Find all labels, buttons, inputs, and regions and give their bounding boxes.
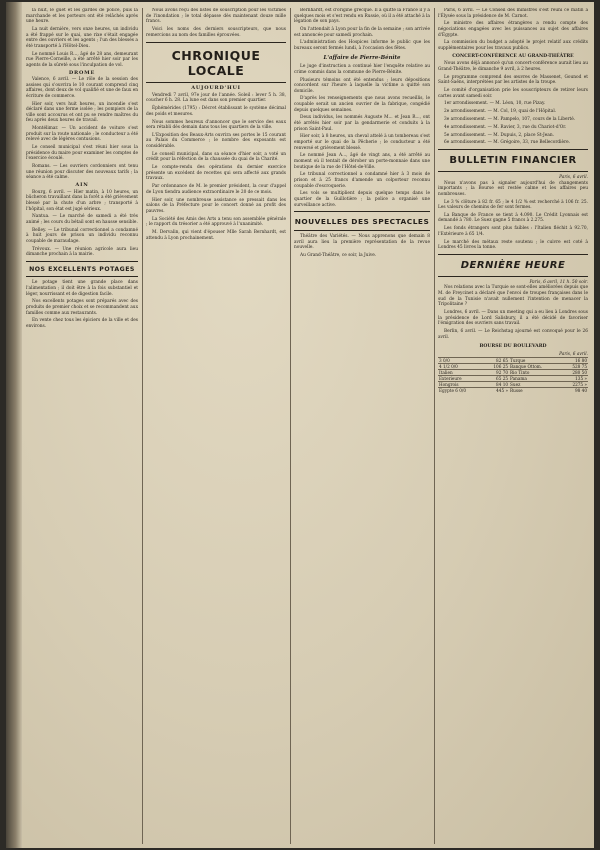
chronique-header [146,42,286,83]
bourse-cell: Suez [509,382,562,388]
column-1-top-news [26,8,138,68]
news-paragraph: Le nommé Louis R..., âgé de 28 ans, demeurant rue Pierre-Corneille, a été arrêté hier soir par les agents de la sûreté sous l'inculpation de vol. [26,51,138,68]
derniere-heure-date: Paris, 6 avril, 11 h. 50 soir. [529,279,588,285]
advert-box [26,261,138,278]
news-paragraph: La Société des Amis des Arts a tenu son assemblée générale ; le rapport du trésorier a été approuvé à l'unanimité. [146,216,286,228]
news-paragraph: Bourg, 6 avril. — Hier matin, à 10 heures, un bûcheron travaillant dans la forêt a été grièvement blessé par la chute d'un arbre ; transporté à l'hôpital, son état est jugé sérieux. [26,189,138,212]
bourse-cell: Panama [509,376,562,382]
arrondissement-item: 6e arrondissement. — M. Grégoire, 33, rue Bellecordière. [444,140,571,146]
news-paragraph: Berlin, 6 avril. — Le Reichstag ajourné est convoqué pour le 26 avril. [438,328,588,340]
bourse-table [438,357,588,393]
bourse-cell: Hongrois [438,382,483,388]
news-paragraph: L'administration des Hospices informe le public que les bureaux seront fermés lundi, à l'occasion des fêtes. [294,40,430,51]
section-title-spectacles: NOUVELLES DES SPECTACLES [294,217,430,227]
arrondissement-item: 4e arrondissement. — M. Ravier, 3, rue du Chariot-d'Or. [444,124,567,130]
news-paragraph: Le comité d'organisation prie les souscripteurs de retirer leurs cartes avant samedi soir. [438,88,588,99]
column-1 [26,8,138,844]
news-paragraph: Nous avons reçu des listes de souscription pour les victimes de l'inondation ; le total dépasse dès maintenant douze mille francs. [146,8,286,25]
news-paragraph: Bernhardt, est d'origine grecque. Il a quitté la France il y a quelques mois et s'est rendu en Russie, où il a été attaché à la légation de son pays. [294,8,430,25]
bourse-cell: 4 1/2 0/0 [438,364,483,370]
section-title-chronique-locale: CHRONIQUE LOCALE [171,48,261,79]
advert-paragraph: En vente chez tous les épiciers de la ville et des environs. [26,318,138,329]
news-paragraph: Valence, 6 avril. — Le rôle de la session des assises qui s'ouvrira le 10 courant comprend cinq affaires, dont deux de vol qualifié et une de faux en écriture de commerce. [26,77,138,99]
arrondissement-item: 2e arrondissement. — M. Col, 19, quai de l'Hôpital. [444,109,557,115]
news-paragraph: Le juge d'instruction a continué hier l'enquête relative au crime commis dans la commune de Pierre-Bénite. [294,64,430,75]
bourse-cell: 84 10 [483,382,509,388]
news-paragraph: Les vols se multiplient depuis quelque temps dans le quartier de la Guillotière ; la police a organisé une surveillance active. [294,191,430,208]
bourse-cell: Italien [438,370,483,376]
news-paragraph: Plusieurs témoins ont été entendus ; leurs dépositions concordent sur l'heure à laquelle la victime a quitté son domicile. [294,77,430,94]
column-rule-1 [142,8,143,844]
arrondissement-item: 1er arrondissement. — M. Léon, 10, rue Pizay. [444,101,546,107]
section-title-derniere-heure: DERNIÈRE HEURE [460,259,566,271]
advert-text [26,280,138,329]
news-paragraph: Nantua. — Le marché de samedi a été très animé ; les cours du bétail sont en hausse sensible. [26,214,138,225]
news-paragraph: Montélimar. — Un accident de voiture s'est produit sur la route nationale ; le conducteur a été relevé avec de légères contusions. [26,126,138,143]
news-paragraph: D'après les renseignements que nous avons recueillis, le coupable serait un ancien ouvrier de la fabrique, congédié depuis quelques semaines. [294,96,430,113]
bourse-cell: 98 40 [562,388,588,394]
news-paragraph: Londres, 6 avril. — Dans un meeting qui a eu lieu à Londres sous la présidence de Lord Salisbury, il a été décidé de favoriser l'émigration des ouvriers sans travail. [438,309,588,327]
bourse-cell: Russe [509,388,562,394]
news-paragraph: Le marché des métaux reste soutenu ; le cuivre est coté à Londres 45 livres la tonne. [438,239,588,251]
news-paragraph: Voici les noms des derniers souscripteurs, que nous remercions au nom des familles éprouvées. [146,26,286,38]
column-rule-3 [434,8,435,844]
derniere-heure-header [438,254,588,277]
arrondissement-item: 5e arrondissement. — M. Dupuis, 2, place St-Jean. [444,132,554,138]
section-subtitle-aujourdhui: AUJOURD'HUI [191,85,241,92]
newspaper-page [6,2,594,848]
news-paragraph: Hier soir, une nombreuse assistance se pressait dans les salons de la Préfecture pour le concert donné au profit des pauvres. [146,197,286,214]
bourse-cell: 2275 » [562,382,588,388]
derniere-heure-text [438,285,588,340]
news-paragraph: L'Exposition des Beaux-Arts ouvrira ses portes le 15 courant au Palais du Commerce ; le nombre des exposants est considérable. [146,132,286,150]
column-1-drome-news [26,77,138,181]
concert-text [438,61,588,99]
news-paragraph: Le nommé Jean A..., âgé de vingt ans, a été arrêté au moment où il tentait de dérober un porte-monnaie dans une boutique de la rue de l'Hôtel-de-Ville. [294,153,430,170]
news-paragraph: Trévoux. — Une réunion agricole aura lieu dimanche prochain à la mairie. [26,246,138,258]
news-paragraph: la nuit, le guet et les gardes de police, puis la marchande et les porteurs ont été relâchés après une heure. [26,8,138,25]
news-paragraph: Romans. — Les ouvriers cordonniers ont tenu une réunion pour discuter des nouveaux tarifs ; la séance a été calme. [26,164,138,181]
spectacles-header [294,211,430,231]
bourse-cell: 16 80 [562,358,588,364]
news-paragraph: Le 3 % clôture à 82 fr. 65 ; le 4 1/2 % est recherché à 106 fr. 25. Les valeurs de chemins de fer sont fermes. [438,199,588,211]
advert-title: NOS EXCELLENTS POTAGES [29,265,135,273]
bourse-date: Paris, 6 avril. [559,351,588,357]
news-paragraph: Le compte-rendu des opérations du dernier exercice présente un excédent de recettes qui sera affecté aux grands travaux. [146,165,286,182]
section-title-ain: AIN [75,182,89,189]
column-1-ain-news [26,190,138,258]
column-4-top-news [438,8,588,52]
column-3 [294,8,430,844]
column-2-tail-text [146,217,286,242]
news-paragraph: Le conseil municipal s'est réuni hier sous la présidence du maire pour examiner les comptes de l'exercice écoulé. [26,145,138,162]
arrondissement-item: 3e arrondissement. — M. Pampelo, 107, cours de la Liberté. [444,117,576,122]
news-paragraph: La Banque de France se tient à 4.090. Le Crédit Lyonnais est demandé à 780. Le Suez gagne 5 francs à 2.275. [438,212,588,224]
bourse-cell: Rio Tinto [509,370,562,376]
news-paragraph: Au Grand-Théâtre, ce soir, la Juive. [300,253,377,259]
article-title-pierre-benite: L'affaire de Pierre-Bénite [323,54,401,61]
bulletin-text [438,181,588,251]
bourse-cell: 65 25 [483,376,509,382]
bourse-cell: Turque [509,358,562,364]
advert-paragraph: Le potage tient une grande place dans l'alimentation ; il doit être à la fois substantiel et léger, nourrissant et de digestion facile. [26,280,138,297]
bourse-cell: Banque Ottom. [509,364,562,370]
news-paragraph: Éphémérides (1795) : Décret établissant le système décimal des poids et mesures. [146,106,286,117]
news-paragraph: La nuit dernière, vers onze heures, un individu a été frappé sur le quai, une rixe s'était engagée entre des ouvriers et les agents ; l'un des blessés a été transporté à l'Hôtel-Dieu. [26,26,138,49]
news-paragraph: Le ministre des affaires étrangères a rendu compte des négociations engagées avec les puissances au sujet des affaires d'Égypte. [438,21,588,38]
news-paragraph: Hier soir, vers huit heures, un incendie s'est déclaré dans une ferme isolée ; les pompiers de la ville sont accourus et ont pu se rendre maîtres du feu après deux heures de travail. [26,101,138,124]
page-binding [6,2,22,848]
bourse-cell: 528 75 [562,364,588,370]
bourse-cell: 82 65 [483,358,509,364]
article-pierre-benite-text [294,64,430,208]
news-paragraph: Théâtre des Variétés. — Nous apprenons que demain 8 avril aura lieu la première représentation de la revue nouvelle. [294,234,430,251]
news-paragraph: Par ordonnance de M. le premier président, la cour d'appel de Lyon tiendra audience extraordinaire le 20 de ce mois. [146,184,286,195]
section-title-bulletin-financier: BULLETIN FINANCIER [449,154,577,166]
news-paragraph: La commission du budget a adopté le projet relatif aux crédits supplémentaires pour les travaux publics. [438,40,588,51]
news-paragraph: Deux individus, les nommés Auguste M... et Jean R..., ont été arrêtés hier soir par la gendarmerie et conduits à la prison Saint-Paul. [294,115,430,132]
column-rule-2 [290,8,291,844]
column-4 [438,8,588,844]
bourse-cell: 135 » [562,376,588,382]
article-title-concert: CONCERT-CONFÉRENCE AU GRAND-THÉÂTRE [452,53,574,59]
column-2-top-news [146,8,286,38]
bourse-cell: Egypte 6 0/0 [438,388,483,394]
news-paragraph: M. Dervalin, qui vient d'épouser Mlle Sarah Bernhardt, est attendu à Lyon prochainement. [146,229,286,241]
news-paragraph: Le tribunal correctionnel a condamné hier à 3 mois de prison et à 25 francs d'amende un colporteur reconnu coupable d'escroquerie. [294,172,430,189]
chronique-locale-text [146,93,286,215]
news-paragraph: Le conseil municipal, dans sa séance d'hier soir, a voté un crédit pour la réfection de la chaussée du quai de la Charité. [146,151,286,163]
spectacles-text [294,234,430,259]
news-paragraph: Hier soir, à 8 heures, un cheval attelé à un tombereau s'est emporté sur le quai de la Pêcherie ; le conducteur a été renversé et grièvement blessé. [294,134,430,151]
section-title-drome: DROME [68,69,96,76]
bulletin-date: Paris, 6 avril. [559,174,588,180]
news-paragraph: Nos relations avec la Turquie se sont-elles améliorées depuis que M. de Freycinet a déclaré que l'envoi de troupes françaises dans le sud de la Tunisie n'avait nullement l'intention de menacer la Tripolitaine ? [438,285,588,308]
advert-paragraph: Nos excellents potages sont préparés avec des produits de premier choix et se recommandent aux familles comme aux restaurants. [26,299,138,316]
column-3-top-news [294,8,430,52]
bulletin-header [438,149,588,172]
bourse-cell: 106 25 [483,364,509,370]
bourse-cell: 92 70 [483,370,509,376]
news-paragraph: Nous avons déjà annoncé qu'un concert-conférence aurait lieu au Grand-Théâtre, le dimanche 9 avril, à 2 heures. [438,61,588,72]
bourse-row [438,388,588,394]
bourse-title: BOURSE DU BOULEVARD [479,344,547,350]
news-paragraph: Belley. — Le tribunal correctionnel a condamné à huit jours de prison un individu reconnu coupable de maraudage. [26,227,138,244]
news-paragraph: Nous n'avons pas à signaler aujourd'hui de changements importants ; la Bourse est restée calme et les affaires peu nombreuses. [438,180,588,197]
arrondissement-list [438,101,588,146]
news-paragraph: Les fonds étrangers sont plus faibles : l'Italien fléchit à 92.70, l'Extérieure à 65 1/4. [438,226,588,237]
bourse-cell: 3 0/0 [438,358,483,364]
news-paragraph: Paris, 6 avril. — Le Conseil des ministres s'est réuni ce matin à l'Élysée sous la présidence de M. Carnot. [438,8,588,19]
bourse-cell: 445 » [483,388,509,394]
bourse-cell: Exterieure [438,376,483,382]
news-paragraph: Le programme comprend des œuvres de Massenet, Gounod et Saint-Saëns, interprétées par les artistes de la troupe. [438,74,588,86]
column-2 [146,8,286,844]
news-paragraph: On l'attendait à Lyon pour la fin de la semaine ; son arrivée est annoncée pour samedi prochain. [294,26,430,38]
news-paragraph: Vendredi 7 avril, 97e jour de l'année. Soleil : lever 5 h. 38, coucher 6 h. 28. La lune est dans son premier quartier. [146,92,286,104]
news-paragraph: Nous sommes heureux d'annoncer que le service des eaux sera rétabli dès demain dans tous les quartiers de la ville. [146,119,286,131]
bourse-cell: 280 50 [562,370,588,376]
